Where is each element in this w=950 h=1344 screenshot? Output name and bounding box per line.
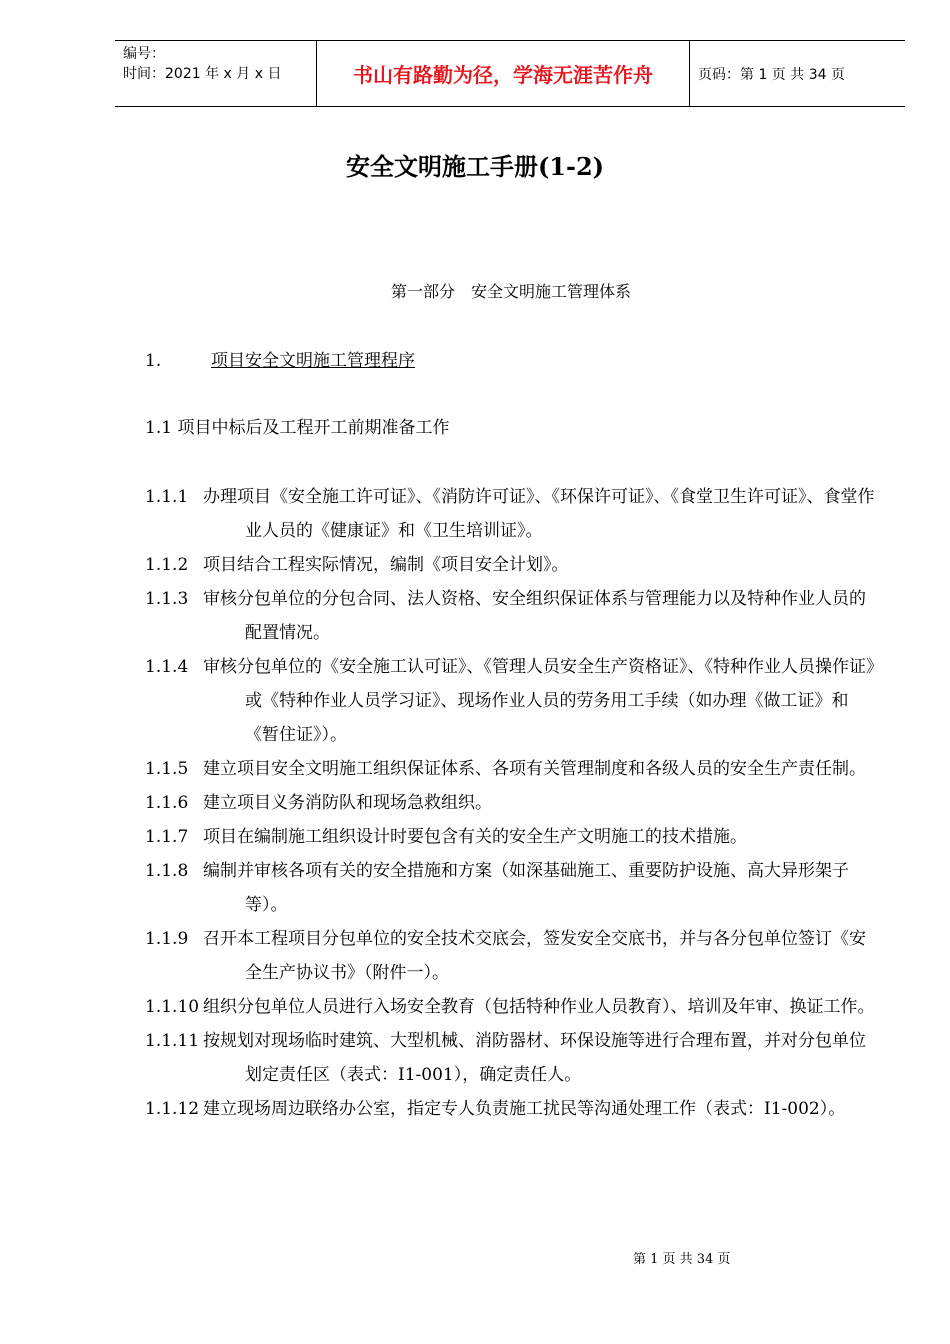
header-motto-cell — [316, 41, 690, 106]
item-text: 召开本工程项目分包单位的安全技术交底会，签发安全交底书，并与各分包单位签订《安全生产协议书》（附件一）。 — [203, 929, 866, 983]
item-number: 1.1.2 — [145, 555, 189, 575]
item-text: 建立现场周边联络办公室，指定专人负责施工扰民等沟通处理工作（表式：Ⅰ1-002）。 — [203, 1099, 846, 1119]
item-list — [145, 480, 880, 1126]
time-label: 时间：2021 年 x 月 x 日 — [123, 66, 282, 82]
item-text: 项目结合工程实际情况，编制《项目安全计划》。 — [203, 555, 569, 575]
item-text: 按规划对现场临时建筑、大型机械、消防器材、环保设施等进行合理布置，并对分包单位划定责任区（表式：Ⅰ1-001），确定责任人。 — [203, 1031, 866, 1085]
list-item — [145, 1024, 880, 1092]
item-text: 审核分包单位的分包合同、法人资格、安全组织保证体系与管理能力以及特种作业人员的配置情况。 — [203, 589, 866, 643]
list-item — [145, 1092, 880, 1126]
list-item — [145, 650, 880, 752]
item-number: 1.1.9 — [145, 929, 189, 949]
list-item — [145, 854, 880, 922]
list-item — [145, 480, 880, 548]
item-number: 1.1.3 — [145, 589, 189, 609]
item-text: 建立项目安全文明施工组织保证体系、各项有关管理制度和各级人员的安全生产责任制。 — [203, 759, 866, 779]
section-number: 1. — [145, 351, 162, 371]
list-item — [145, 582, 880, 650]
section-title: 项目安全文明施工管理程序 — [211, 351, 415, 371]
section-heading — [145, 346, 415, 371]
item-number: 1.1.5 — [145, 759, 189, 779]
item-text: 项目在编制施工组织设计时要包含有关的安全生产文明施工的技术措施。 — [203, 827, 747, 847]
item-text: 组织分包单位人员进行入场安全教育（包括特种作业人员教育）、培训及年审、换证工作。 — [203, 997, 875, 1017]
item-number: 1.1.1 — [145, 487, 189, 507]
item-number: 1.1.12 — [145, 1099, 200, 1119]
number-label: 编号： — [123, 46, 165, 62]
item-text: 建立项目义务消防队和现场急救组织。 — [203, 793, 492, 813]
list-item — [145, 820, 880, 854]
part-title: 第一部分 安全文明施工管理体系 — [390, 282, 631, 301]
footer-page-number: 第 1 页 共 34 页 — [633, 1252, 731, 1267]
list-item — [145, 752, 880, 786]
header-page-info: 页码：第 1 页 共 34 页 — [698, 66, 845, 83]
item-number: 1.1.6 — [145, 793, 189, 813]
item-number: 1.1.7 — [145, 827, 189, 847]
item-text: 编制并审核各项有关的安全措施和方案（如深基础施工、重要防护设施、高大异形架子等）。 — [203, 861, 849, 915]
motto-text: 书山有路勤为径，学海无涯苦作舟 — [353, 63, 653, 87]
item-number: 1.1.10 — [145, 997, 200, 1017]
page-header — [115, 40, 905, 107]
document-title: 安全文明施工手册(1-2) — [345, 152, 605, 181]
list-item — [145, 990, 880, 1024]
item-number: 1.1.8 — [145, 861, 189, 881]
item-text: 办理项目《安全施工许可证》、《消防许可证》、《环保许可证》、《食堂卫生许可证》、食堂作业人员的《健康证》和《卫生培训证》。 — [203, 487, 875, 541]
subsection-heading: 1.1 项目中标后及工程开工前期准备工作 — [145, 418, 450, 438]
list-item — [145, 786, 880, 820]
header-meta — [115, 41, 316, 106]
item-text: 审核分包单位的《安全施工认可证》、《管理人员安全生产资格证》、《特种作业人员操作证》或《特种作业人员学习证》、现场作业人员的劳务用工手续（如办理《做工证》和《暂住证》）。 — [203, 657, 875, 745]
item-number: 1.1.4 — [145, 657, 189, 677]
list-item — [145, 548, 880, 582]
list-item — [145, 922, 880, 990]
item-number: 1.1.11 — [145, 1031, 200, 1051]
